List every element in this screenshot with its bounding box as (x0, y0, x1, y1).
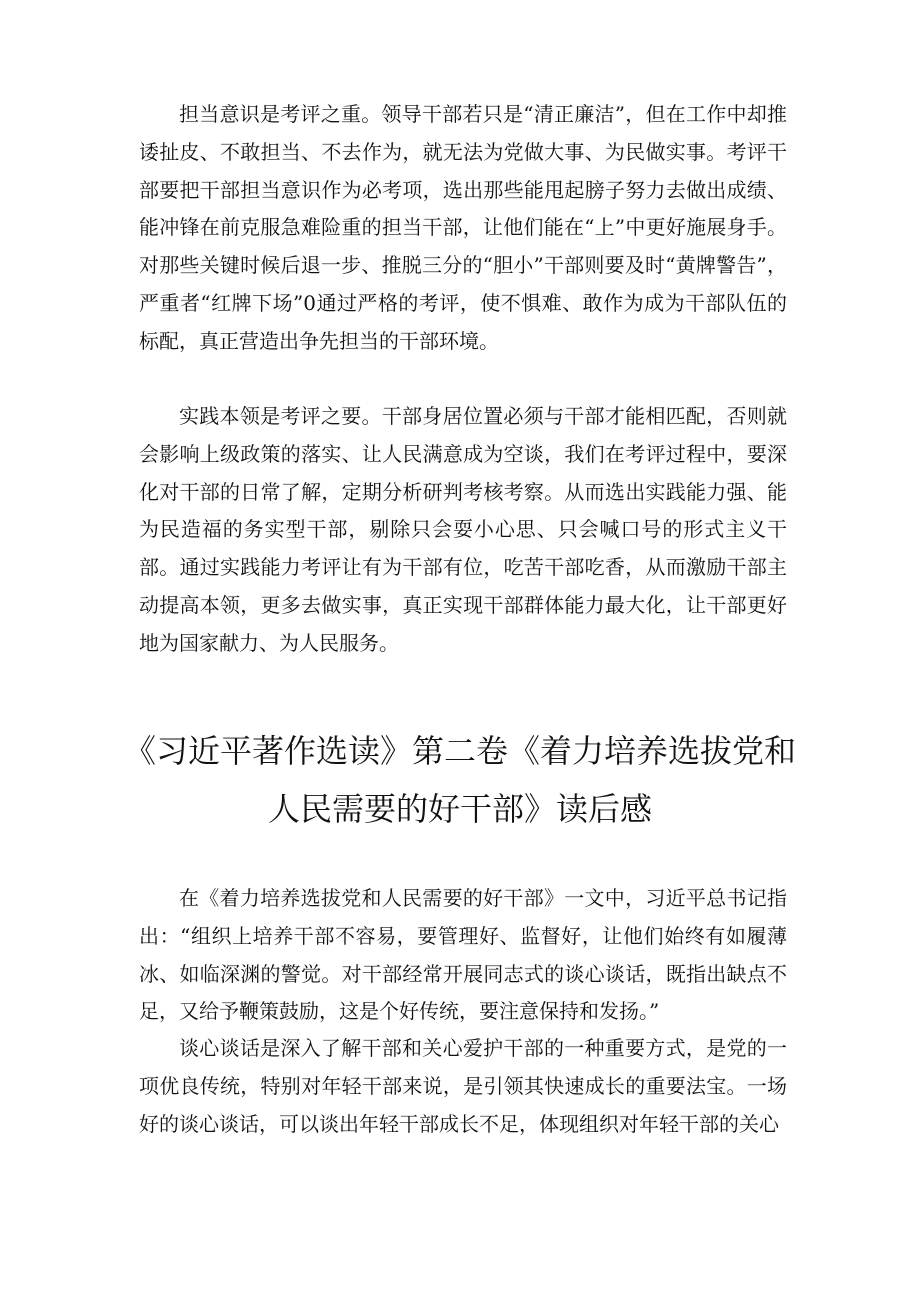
paragraph-heart-to-heart-talk: 谈心谈话是深入了解干部和关心爱护干部的一种重要方式，是党的一项优良传统，特别对年轻干部来说，是引领其快速成长的重要法宝。一场好的谈心谈话，可以谈出年轻干部成长不足，体现组织对年轻干部的关心 (139, 1036, 787, 1136)
article-title: 《习近平著作选读》第二卷《着力培养选拔党和人民需要的好干部》读后感 (123, 732, 796, 828)
paragraph-quote: 在《着力培养选拔党和人民需要的好干部》一文中，习近平总书记指出：“组织上培养干部不容易，要管理好、监督好，让他们始终有如履薄冰、如临深渊的警觉。对干部经常开展同志式的谈心谈话，既指出缺点不足，又给予鞭策鼓励，这是个好传统，要注意保持和发扬。” (139, 886, 787, 1024)
paragraph-practice-ability: 实践本领是考评之要。干部身居位置必须与干部才能相匹配，否则就会影响上级政策的落实、让人民满意成为空谈，我们在考评过程中，要深化对干部的日常了解，定期分析研判考核考察。从而选出实践能力强、能为民造福的务实型干部，剔除只会耍小心思、只会喊口号的形式主义干部。通过实践能力考评让有为干部有位，吃苦干部吃香，从而激励干部主动提高本领，更多去做实事，真正实现干部群体能力最大化，让干部更好地为国家献力、为人民服务。 (139, 404, 787, 655)
paragraph-responsibility: 担当意识是考评之重。领导干部若只是“清正廉洁”，但在工作中却推诿扯皮、不敢担当、不去作为，就无法为党做大事、为民做实事。考评干部要把干部担当意识作为必考项，选出那些能甩起膀子努力去做出成绩、能冲锋在前克服急难险重的担当干部，让他们能在“上”中更好施展身手。对那些关键时候后退一步、推脱三分的“胆小”干部则要及时“黄牌警告”，严重者“红牌下场”0通过严格的考评，使不惧难、敢作为成为干部队伍的标配，真正营造出争先担当的干部环境。 (139, 102, 787, 353)
